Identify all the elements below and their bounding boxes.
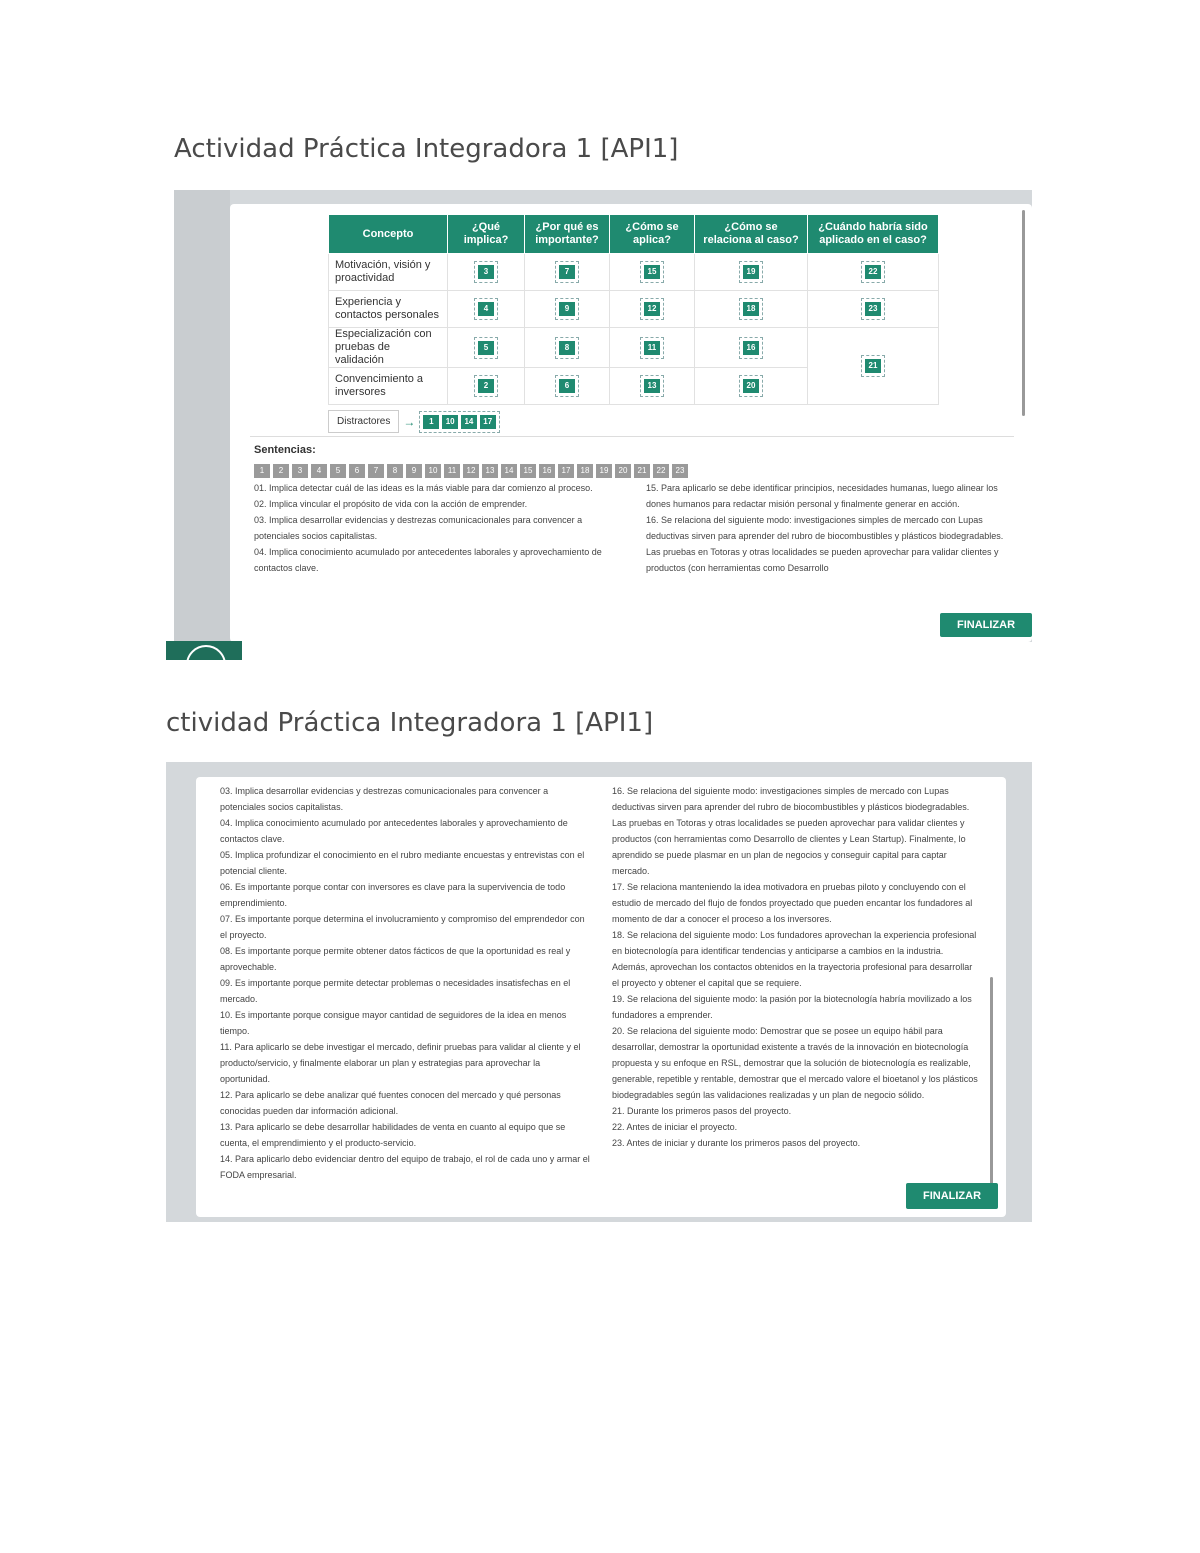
distractor-chip[interactable]: 10: [442, 415, 458, 429]
distractor-chip[interactable]: 1: [423, 415, 439, 429]
answer-chip[interactable]: 16: [743, 341, 759, 355]
header-concepto: Concepto: [329, 215, 448, 254]
sentence-item: 07. Es importante porque determina el involucramiento y compromiso del emprendedor con el proyecto.: [220, 914, 585, 940]
table-row: [329, 291, 939, 328]
finalize-button[interactable]: FINALIZAR: [906, 1183, 998, 1209]
answer-chip[interactable]: 18: [743, 302, 759, 316]
document-title-2: ctividad Práctica Integradora 1 [API1]: [166, 708, 654, 738]
sentence-item: 23. Antes de iniciar y durante los primeros pasos del proyecto.: [612, 1138, 861, 1148]
scrollbar[interactable]: [990, 977, 993, 1187]
drop-zone[interactable]: [739, 375, 763, 397]
sentence-chip[interactable]: 17: [558, 464, 574, 478]
header-por-que: ¿Por qué es importante?: [525, 215, 610, 254]
sentence-item: 03. Implica desarrollar evidencias y destrezas comunicacionales para convencer a potenciales socios capitalistas.: [220, 786, 549, 812]
answer-chip[interactable]: 6: [559, 379, 575, 393]
header-cuando: ¿Cuándo habría sido aplicado en el caso?: [808, 215, 939, 254]
sentences-right-column: [612, 783, 978, 1183]
sentence-item: 17. Se relaciona manteniendo la idea motivadora en pruebas piloto y concluyendo con el estudio de mercado del flujo de fondos proyectado que pueden encantar los fundadores al momento de dar a conocer el proceso a los inversores.: [612, 882, 973, 924]
drop-zone[interactable]: [861, 355, 885, 377]
sentence-item: 21. Durante los primeros pasos del proyecto.: [612, 1106, 792, 1116]
sentence-item: 11. Para aplicarlo se debe investigar el mercado, definir pruebas para validar al cliente y el producto/servicio, y finalmente elaborar un plan y estrategias para aprovechar la oportunidad.: [220, 1042, 581, 1084]
sentence-chip[interactable]: 15: [520, 464, 536, 478]
sentence-chip[interactable]: 9: [406, 464, 422, 478]
sentence-item: 22. Antes de iniciar el proyecto.: [612, 1122, 738, 1132]
sentences-left-column: [220, 783, 590, 1183]
header-como-aplica: ¿Cómo se aplica?: [610, 215, 695, 254]
concept-table: [328, 214, 939, 405]
sentence-chip[interactable]: 10: [425, 464, 441, 478]
sentence-item: 19. Se relaciona del siguiente modo: la pasión por la biotecnología habría movilizado a los fundadores a emprender.: [612, 994, 972, 1020]
answer-chip[interactable]: 23: [865, 302, 881, 316]
logo: [166, 641, 242, 660]
concept-label: Especialización con pruebas de validación: [329, 328, 448, 368]
finalize-button[interactable]: FINALIZAR: [940, 613, 1032, 637]
concept-label: Experiencia y contactos personales: [329, 291, 448, 328]
sentence-item: 15. Para aplicarlo se debe identificar principios, necesidades humanas, luego alinear los dones humanos para redactar misión personal y finalmente generar en acción.: [646, 483, 998, 509]
sentence-item: 04. Implica conocimiento acumulado por antecedentes laborales y aprovechamiento de contactos clave.: [220, 818, 568, 844]
answer-chip[interactable]: 7: [559, 265, 575, 279]
distractors-label: Distractores: [328, 410, 399, 433]
sentence-item: 01. Implica detectar cuál de las ideas es la más viable para dar comienzo al proceso.: [254, 483, 593, 493]
sentence-chip[interactable]: 20: [615, 464, 631, 478]
answer-chip[interactable]: 9: [559, 302, 575, 316]
answer-chip[interactable]: 13: [644, 379, 660, 393]
sentence-chip[interactable]: 13: [482, 464, 498, 478]
sentence-chip[interactable]: 12: [463, 464, 479, 478]
answer-chip[interactable]: 15: [644, 265, 660, 279]
side-panel: [174, 190, 230, 642]
concept-label: Convencimiento a inversores: [329, 368, 448, 405]
arrow-right-icon: →: [403, 414, 416, 429]
sentence-item: 16. Se relaciona del siguiente modo: investigaciones simples de mercado con Lupas deductivas sirven para aprender del rubro de biocombustibles y plásticos biodegradables. Las pruebas en Totoras y otras localidades se pueden aprovechar para validar clientes y productos (con herramientas como Desarrollo de clientes y Lean Startup). Finalmente, lo aprendido se puede plasmar en un plan de negocios y conseguir capital para captar mercado.: [612, 786, 970, 876]
divider: [250, 436, 1014, 437]
sentence-chip[interactable]: 22: [653, 464, 669, 478]
sentence-item: 14. Para aplicarlo debo evidenciar dentro del equipo de trabajo, el rol de cada uno y armar el FODA empresarial.: [220, 1154, 590, 1180]
drop-zone[interactable]: [739, 337, 763, 359]
answer-chip[interactable]: 21: [865, 359, 881, 373]
sentence-item: 20. Se relaciona del siguiente modo: Demostrar que se posee un equipo hábil para desarrollar, demostrar la oportunidad existente a través de la innovación en biotecnología propuesta y su enfoque en RSL, demostrar que la solución de biotecnología es realizable, generable, repetible y rentable, demostrar que el mercado valore el bioetanol y los plásticos biodegradables según las validaciones realizadas y un plan de negocio sólido.: [612, 1026, 978, 1100]
sentences-right-column: [646, 480, 1012, 610]
drop-zone[interactable]: [555, 298, 579, 320]
drop-zone[interactable]: [555, 375, 579, 397]
drop-zone[interactable]: [474, 375, 498, 397]
drop-zone[interactable]: [739, 261, 763, 283]
drop-zone[interactable]: [861, 298, 885, 320]
answer-chip[interactable]: 4: [478, 302, 494, 316]
sentence-item: 09. Es importante porque permite detectar problemas o necesidades insatisfechas en el mercado.: [220, 978, 571, 1004]
sentence-chip[interactable]: 5: [330, 464, 346, 478]
screenshot-1: [174, 190, 1032, 642]
sentence-item: 12. Para aplicarlo se debe analizar qué fuentes conocen del mercado y qué personas conocidas pueden dar información adicional.: [220, 1090, 561, 1116]
sentence-item: 06. Es importante porque contar con inversores es clave para la supervivencia de todo emprendimiento.: [220, 882, 566, 908]
sentence-chip[interactable]: 16: [539, 464, 555, 478]
drop-zone[interactable]: [474, 261, 498, 283]
drop-zone[interactable]: [861, 261, 885, 283]
sentence-chip[interactable]: 3: [292, 464, 308, 478]
drop-zone[interactable]: [640, 261, 664, 283]
document-title-1: Actividad Práctica Integradora 1 [API1]: [174, 134, 679, 164]
drop-zone[interactable]: [555, 337, 579, 359]
distractors-row: [328, 410, 500, 433]
sentence-chip[interactable]: 18: [577, 464, 593, 478]
sentence-chip[interactable]: 2: [273, 464, 289, 478]
drop-zone[interactable]: [474, 298, 498, 320]
sentence-chip[interactable]: 6: [349, 464, 365, 478]
table-row: [329, 328, 939, 368]
sentence-item: 02. Implica vincular el propósito de vida con la acción de emprender.: [254, 499, 528, 509]
answer-chip[interactable]: 19: [743, 265, 759, 279]
sentence-item: 03. Implica desarrollar evidencias y destrezas comunicacionales para convencer a potenciales socios capitalistas.: [254, 515, 583, 541]
sentence-chip[interactable]: 1: [254, 464, 270, 478]
concept-label: Motivación, visión y proactividad: [329, 254, 448, 291]
activity-card: [230, 204, 1032, 642]
sentence-item: 08. Es importante porque permite obtener datos fácticos de que la oportunidad es real y aprovechable.: [220, 946, 571, 972]
answer-chip[interactable]: 22: [865, 265, 881, 279]
sentence-item: 16. Se relaciona del siguiente modo: investigaciones simples de mercado con Lupas deductivas sirven para aprender del rubro de biocombustibles y plásticos biodegradables. Las pruebas en Totoras y otras localidades se pueden aprovechar para validar clientes y productos (con herramientas como Desarrollo: [646, 515, 1004, 573]
header-como-relaciona: ¿Cómo se relaciona al caso?: [695, 215, 808, 254]
answer-chip[interactable]: 8: [559, 341, 575, 355]
sentence-chip[interactable]: 11: [444, 464, 460, 478]
sentence-chips-row: [254, 460, 691, 478]
sentence-chip[interactable]: 7: [368, 464, 384, 478]
drop-zone[interactable]: [474, 337, 498, 359]
answer-chip[interactable]: 2: [478, 379, 494, 393]
header-que-implica: ¿Qué implica?: [448, 215, 525, 254]
drop-zone[interactable]: [640, 375, 664, 397]
distractor-chip[interactable]: 17: [480, 415, 496, 429]
answer-chip[interactable]: 3: [478, 265, 494, 279]
sentence-chip[interactable]: 4: [311, 464, 327, 478]
drop-zone[interactable]: [640, 298, 664, 320]
sentence-item: 10. Es importante porque consigue mayor cantidad de seguidores de la idea en menos tiempo.: [220, 1010, 567, 1036]
answer-chip[interactable]: 20: [743, 379, 759, 393]
sentence-chip[interactable]: 21: [634, 464, 650, 478]
sentence-item: 13. Para aplicarlo se debe desarrollar habilidades de venta en cuanto al equipo que se cuenta, el emprendimiento y el producto-servicio.: [220, 1122, 566, 1148]
drop-zone[interactable]: [739, 298, 763, 320]
sentence-item: 05. Implica profundizar el conocimiento en el rubro mediante encuestas y entrevistas con el potencial cliente.: [220, 850, 585, 876]
sentence-chip[interactable]: 19: [596, 464, 612, 478]
sentence-item: 18. Se relaciona del siguiente modo: Los fundadores aprovechan la experiencia profesional en biotecnología para identificar tendencias y anticiparse a cambios en la industria. Además, aprovechan los contactos obtenidos en la trayectoria profesional para desarrollar el proyecto y obtener el capital que se requiere.: [612, 930, 977, 988]
sentence-chip[interactable]: 8: [387, 464, 403, 478]
answer-chip[interactable]: 12: [644, 302, 660, 316]
answer-chip[interactable]: 11: [644, 341, 660, 355]
screenshot-2: [166, 762, 1032, 1222]
sentences-card: [196, 777, 1006, 1217]
drop-zone[interactable]: [640, 337, 664, 359]
drop-zone[interactable]: [555, 261, 579, 283]
table-row: [329, 254, 939, 291]
distractor-chip[interactable]: 14: [461, 415, 477, 429]
distractors-drop-zone[interactable]: [419, 411, 499, 433]
answer-chip[interactable]: 5: [478, 341, 494, 355]
sentence-chip[interactable]: 14: [501, 464, 517, 478]
sentences-title: Sentencias:: [254, 444, 316, 456]
sentence-chip[interactable]: 23: [672, 464, 688, 478]
sentence-item: 04. Implica conocimiento acumulado por antecedentes laborales y aprovechamiento de contactos clave.: [254, 547, 602, 573]
sentences-left-column: [254, 480, 624, 610]
scrollbar[interactable]: [1022, 210, 1025, 416]
